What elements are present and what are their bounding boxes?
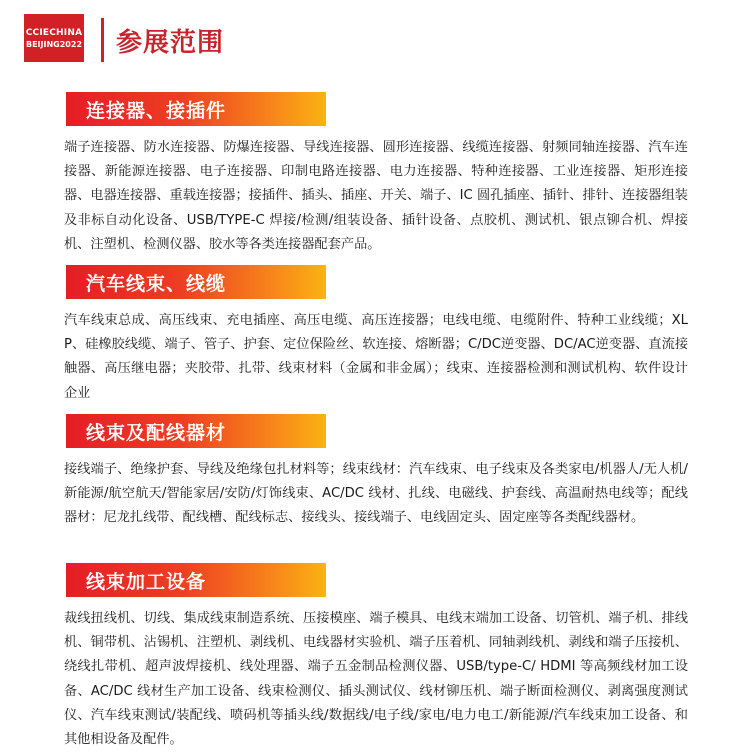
- cciechina-logo: [24, 14, 84, 62]
- logo-line2: BEIJING2022: [25, 39, 83, 49]
- section-banner: [66, 414, 326, 448]
- section-body: 接线端子、绝缘护套、导线及绝缘包扎材料等；线束线材：汽车线束、电子线束及各类家电/机器人/无人机/新能源/航空航天/智能家居/安防/灯饰线束、AC/DC 线材、扎线、电磁线、护套线、高温耐热电线等；配线器材：尼龙扎线带、配线槽、配线标志、接线头、接线端子、电线固定头、固定座等各类配线器材。: [64, 462, 688, 526]
- section-banner: [66, 563, 326, 597]
- section-title: 汽车线束、线缆: [86, 273, 227, 295]
- page-title: 参展范围: [116, 28, 225, 58]
- section-body: 汽车线束总成、高压线束、充电插座、高压电缆、高压连接器；电线电缆、电缆附件、特种工业线缆；XLP、硅橡胶线缆、端子、管子、护套、定位保险丝、软连接、熔断器；C/DC逆变器、DC/AC逆变器、直流接触器、高压继电器；夹胶带、扎带、线束材料（金属和非金属）；线束、连接器检测和测试机构、软件设计企业: [64, 313, 688, 401]
- section-title: 线束加工设备: [86, 571, 207, 593]
- title-divider: [101, 18, 104, 62]
- section-banner: [66, 265, 326, 299]
- section-body: 端子连接器、防水连接器、防爆连接器、导线连接器、圆形连接器、线缆连接器、射频同轴连接器、汽车连接器、新能源连接器、电子连接器、印制电路连接器、电力连接器、特种连接器、工业连接器、矩形连接器、电器连接器、重载连接器；接插件、插头、插座、开关、端子、IC 圆孔插座、插针、排针、连接器组装及非标自动化设备、USB/TYPE-C 焊接/检测/组装设备、插针设备、点胶机、测试机、银点铆合机、焊接机、注塑机、检测仪器、胶水等各类连接器配套产品。: [64, 140, 688, 252]
- logo-line1: CCIECHINA: [25, 27, 83, 38]
- section-title: 连接器、接插件: [86, 100, 227, 122]
- section-title: 线束及配线器材: [86, 422, 227, 444]
- section-body: 裁线扭线机、切线、集成线束制造系统、压接模座、端子模具、电线末端加工设备、切管机、端子机、排线机、铜带机、沾锡机、注塑机、剥线机、电线器材实验机、端子压着机、同轴剥线机、剥线和端子压接机、绕线扎带机、超声波焊接机、线处理器、端子五金制品检测仪器、USB/type-C/ HDMI 等高频线材加工设备、AC/DC 线材生产加工设备、线束检测仪、插头测试仪、线材铆压机、端子断面检测仪、剥离强度测试仪、汽车线束测试/装配线、喷码机等插头线/数据线/电子线/家电/电力电工/新能源/汽车线束加工设备、和其他相设备及配件。: [64, 611, 688, 748]
- page-header: [0, 0, 750, 80]
- section-banner: [66, 92, 326, 126]
